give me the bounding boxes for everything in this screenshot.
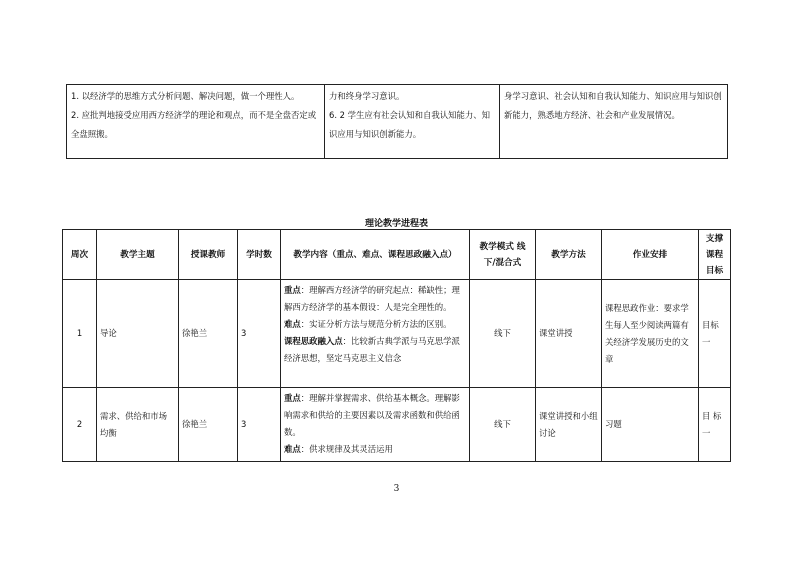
- table-row: [63, 280, 731, 388]
- row-topic: 导论: [97, 280, 179, 388]
- key-text: ：理解并掌握需求、供给基本概念。理解影响需求和供给的主要因素以及需求函数和供给函数。: [284, 393, 460, 437]
- row-homework: 课程思政作业：要求学生每人至少阅读两篇有关经济学发展历史的文章: [602, 280, 699, 388]
- ideology-text: ：比较新古典学派与马克思学派经济思想，坚定马克思主义信念: [284, 336, 460, 363]
- row-target: 目标一: [699, 280, 731, 388]
- difficulty-text: ：实证分析方法与规范分析方法的区别。: [300, 319, 452, 329]
- key-text: ：理解西方经济学的研究起点：稀缺性；理解西方经济学的基本假设：人是完全理性的。: [284, 285, 460, 312]
- row-hours: 3: [238, 388, 281, 462]
- table-row: [63, 388, 731, 462]
- key-label: 重点: [284, 393, 301, 403]
- objective-item: 2. 应批判地接受应用西方经济学的理论和观点，而不是全盘否定或全盘照搬。: [71, 110, 317, 139]
- row-mode: 线下: [470, 280, 536, 388]
- row-method: 课堂讲授: [536, 280, 602, 388]
- row-hours: 3: [238, 280, 281, 388]
- row-method: 课堂讲授和小组讨论: [536, 388, 602, 462]
- difficulty-label: 难点: [284, 444, 301, 454]
- header-week: 周次: [63, 230, 97, 280]
- row-mode: 线下: [470, 388, 536, 462]
- objectives-col1: [67, 85, 325, 159]
- header-target: 支撑课程目标: [699, 230, 731, 280]
- row-homework: 习题: [602, 388, 699, 462]
- objective-item: 1. 以经济学的思维方式分析问题、解决问题，做一个理性人。: [71, 91, 300, 101]
- objective-item: 6. 2 学生应有社会认知和自我认知能力、知识应用与知识创新能力。: [329, 110, 491, 139]
- row-week: 1: [63, 280, 97, 388]
- objective-item: 身学习意识、社会认知和自我认知能力、知识应用与知识创新能力，熟悉地方经济、社会和产业发展情况。: [504, 91, 722, 120]
- row-teacher: 徐艳兰: [179, 388, 238, 462]
- header-content: 教学内容（重点、难点、课程思政融入点）: [281, 230, 470, 280]
- header-hours: 学时数: [238, 230, 281, 280]
- header-homework: 作业安排: [602, 230, 699, 280]
- row-week: 2: [63, 388, 97, 462]
- objectives-col2: [325, 85, 500, 159]
- row-target: 目 标一: [699, 388, 731, 462]
- difficulty-text: ：供求规律及其灵活运用: [300, 444, 393, 454]
- page-number: 3: [393, 484, 400, 494]
- header-topic: 教学主题: [97, 230, 179, 280]
- objective-item: 力和终身学习意识。: [329, 91, 405, 101]
- schedule-table: [62, 229, 731, 462]
- difficulty-label: 难点: [284, 319, 301, 329]
- objectives-table: [66, 84, 728, 159]
- row-teacher: 徐艳兰: [179, 280, 238, 388]
- schedule-title: 理论教学进程表: [364, 219, 428, 229]
- header-method: 教学方法: [536, 230, 602, 280]
- key-label: 重点: [284, 285, 301, 295]
- header-teacher: 授课教师: [179, 230, 238, 280]
- header-row: [63, 230, 731, 280]
- ideology-label: 课程思政融入点: [284, 336, 343, 346]
- objectives-col3: [500, 85, 728, 159]
- row-content: [281, 280, 470, 388]
- row-topic: 需求、供给和市场均衡: [97, 388, 179, 462]
- header-mode: 教学模式 线下/混合式: [470, 230, 536, 280]
- row-content: [281, 388, 470, 462]
